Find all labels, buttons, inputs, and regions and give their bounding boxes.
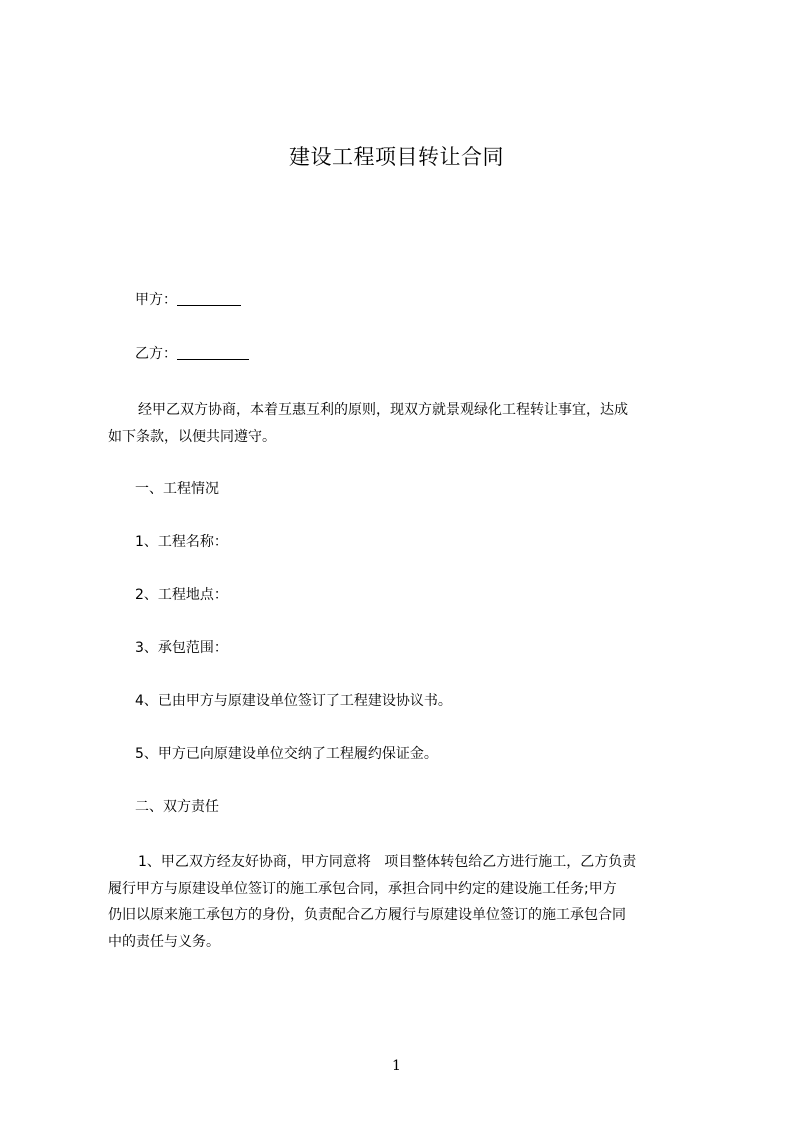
section-1-item: 2、工程地点： [135,587,228,603]
section-2-paragraph [108,849,708,955]
intro-line: 经甲乙双方协商，本着互惠互利的原则，现双方就景观绿化工程转让事宜，达成 [138,402,628,418]
party-b-line [135,344,249,364]
document-title: 建设工程项目转让合同 [289,145,504,169]
intro-paragraph [108,397,708,450]
party-a-blank [177,291,241,306]
section-2-line: 中的责任与义务。 [108,933,220,950]
section-1-item: 5、甲方已向原建设单位交纳了工程履约保证金。 [135,746,438,762]
party-a-line [135,290,241,310]
page-number: 1 [392,1058,401,1074]
section-1-item: 3、承包范围： [135,640,228,656]
intro-line: 如下条款，以便共同遵守。 [108,428,276,445]
party-a-label: 甲方： [135,292,177,308]
section-1-item: 1、工程名称： [135,534,228,550]
section-2-heading: 二、双方责任 [135,799,219,815]
section-1-item: 4、已由甲方与原建设单位签订了工程建设协议书。 [135,693,452,709]
section-2-line: 仍旧以原来施工承包方的身份，负责配合乙方履行与原建设单位签订的施工承包合同 [108,907,626,923]
party-b-blank [177,345,249,360]
section-2-line: 履行甲方与原建设单位签订的施工承包合同，承担合同中约定的建设施工任务;甲方 [108,880,617,897]
section-1-heading: 一、工程情况 [135,481,219,497]
section-2-line: 1、甲乙双方经友好协商，甲方同意将 项目整体转包给乙方进行施工，乙方负责 [138,854,637,870]
party-b-label: 乙方： [135,346,177,362]
